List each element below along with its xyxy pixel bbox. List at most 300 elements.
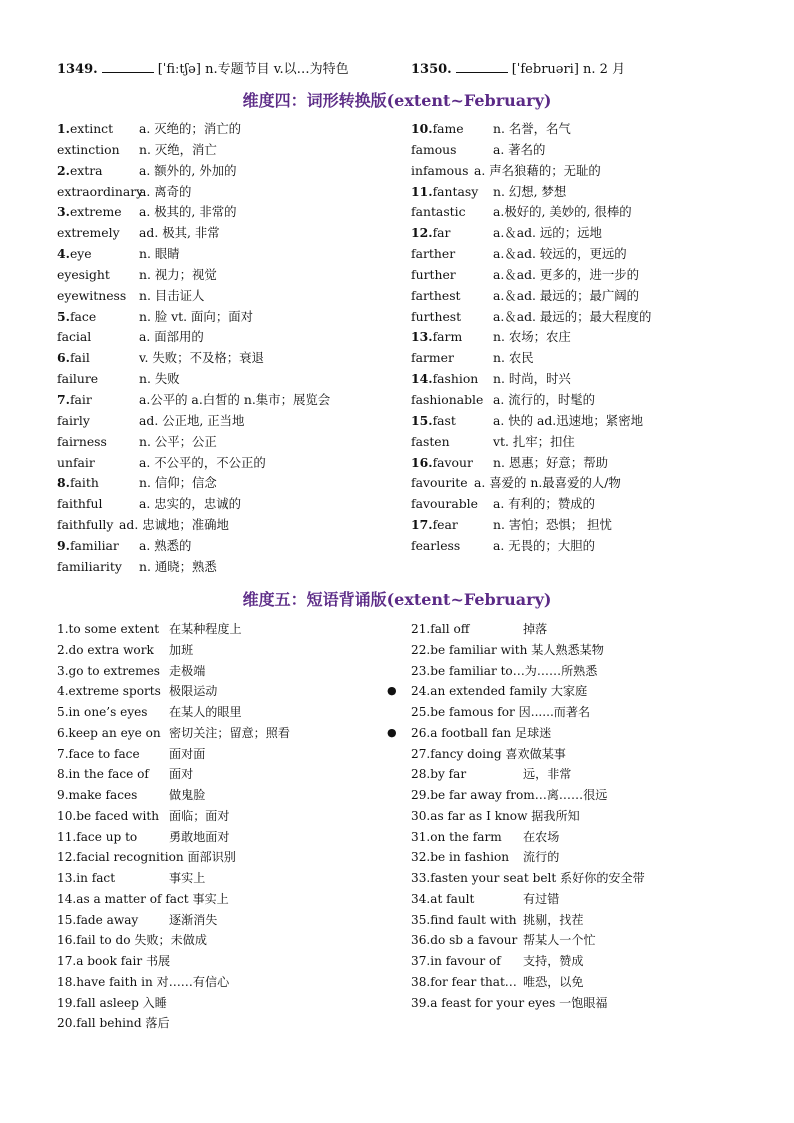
word-row — [411, 140, 751, 161]
word-text: facial — [57, 329, 92, 345]
word-row — [57, 327, 397, 348]
phrase-row — [411, 930, 751, 951]
definition: vt. 扎牢；扣住 — [493, 433, 575, 449]
word-text: fail — [69, 350, 90, 366]
definition: a.＆ad. 远的；远地 — [493, 225, 602, 241]
word-text: farm — [432, 329, 463, 345]
phrase-row — [57, 661, 397, 682]
word-number: 1. — [57, 121, 70, 136]
phrase: 16.fail to do 失败；未做成 — [57, 933, 207, 948]
headword — [411, 307, 461, 328]
phrase: 28.by far — [411, 767, 467, 782]
phrase: 21.fall off — [411, 622, 470, 636]
word-row — [411, 244, 751, 265]
word-text: extinct — [69, 121, 114, 136]
phrase-meaning: 逐渐消失 — [169, 912, 218, 927]
phrase-row — [57, 619, 397, 640]
phrase-row — [387, 723, 751, 744]
phrase-row — [57, 868, 397, 889]
word-row — [411, 223, 751, 244]
word-row — [57, 202, 397, 223]
phrase-row — [57, 972, 397, 993]
word-row — [411, 432, 751, 453]
phrase: 33.fasten your seat belt 系好你的安全带 — [411, 871, 645, 885]
phrase: 34.at fault — [411, 891, 475, 906]
word-row — [57, 244, 397, 265]
word-text: faithful — [57, 496, 103, 512]
phrase-meaning: 面对 — [169, 767, 194, 782]
headword — [411, 536, 460, 557]
phrase-meaning: 在农场 — [523, 829, 560, 844]
phrase-meaning: 挑剔，找茬 — [523, 912, 584, 927]
word-number: 16. — [411, 454, 433, 470]
word-text: famous — [411, 141, 457, 157]
word-row — [57, 286, 397, 307]
word-text: extremely — [57, 225, 120, 241]
word-number: 5. — [57, 308, 70, 324]
definition: a.＆ad. 较远的，更远的 — [493, 246, 627, 262]
phrase: 5.in one’s eyes — [57, 705, 148, 719]
phrase: 19.fall asleep 入睡 — [57, 995, 167, 1010]
word-row — [411, 307, 751, 328]
word-text: familiarity — [57, 558, 122, 574]
headword — [57, 557, 122, 578]
word-text: extra — [69, 162, 103, 178]
phrase: 11.face up to — [57, 829, 138, 844]
word-text: farmer — [411, 350, 454, 366]
definition: n. 农民 — [493, 350, 534, 366]
headword — [57, 432, 107, 453]
definition: ad. 极其, 非常 — [139, 225, 220, 241]
definition: a. 忠实的，忠诚的 — [139, 496, 241, 512]
word-text: face — [69, 308, 97, 324]
phrase: 2.do extra work — [57, 642, 154, 657]
phrase-row — [57, 827, 397, 848]
section-five-title: 维度五：短语背诵版(extent~February) — [242, 590, 552, 609]
phrase: 35.find fault with — [411, 912, 517, 927]
phrase-meaning: 密切关注；留意；照看 — [169, 725, 290, 740]
phrase-meaning: 远，非常 — [523, 767, 572, 782]
phrase: 24.an extended family 大家庭 — [411, 684, 588, 699]
word-text: familiar — [69, 537, 119, 553]
headword — [57, 515, 113, 536]
phrase: 29.be far away from…离……很远 — [411, 788, 608, 802]
definition: a. 无畏的；大胆的 — [493, 537, 595, 553]
phrase: 8.in the face of — [57, 767, 149, 782]
phrase-row — [411, 951, 751, 972]
word-row — [411, 265, 751, 286]
headword — [57, 140, 120, 161]
phrase-meaning: 帮某人一个忙 — [523, 933, 596, 948]
definition: ad. 忠诚地；准确地 — [119, 517, 229, 533]
word-text: unfair — [57, 454, 95, 470]
phrase-row — [411, 640, 751, 661]
phrase-row — [57, 702, 397, 723]
phrases-right-column — [387, 619, 751, 1013]
word-row — [57, 348, 397, 369]
headword — [411, 161, 468, 182]
word-row — [57, 432, 397, 453]
phrase-row — [411, 827, 751, 848]
phrase-row — [57, 640, 397, 661]
phrase: 23.be familiar to…为……所熟悉 — [411, 663, 598, 678]
phrase-meaning: 唯恐，以免 — [523, 974, 584, 989]
word-row — [411, 411, 751, 432]
phrase-row — [411, 619, 751, 640]
phrase: 37.in favour of — [411, 954, 501, 968]
definition: a.＆ad. 最远的；最大程度的 — [493, 308, 652, 324]
word-number: 10. — [411, 121, 433, 136]
headword — [57, 182, 143, 203]
word-row — [57, 140, 397, 161]
entry-text: [ˈfiːtʃə] n.专题节目 v.以…为特色 — [157, 62, 349, 77]
definition: n. 恩惠；好意；帮助 — [493, 454, 608, 470]
phrase: 14.as a matter of fact 事实上 — [57, 891, 229, 906]
word-text: furthest — [411, 308, 462, 324]
headword — [57, 244, 92, 265]
word-row — [57, 515, 397, 536]
phrase: 36.do sb a favour — [411, 933, 518, 948]
word-text: fast — [432, 412, 456, 428]
headword — [411, 119, 464, 140]
headword — [411, 494, 478, 515]
word-text: fantastic — [411, 204, 466, 220]
word-text: fair — [69, 391, 92, 407]
section-four-title: 维度四：词形转换版(extent~February) — [242, 91, 552, 110]
phrase-meaning: 在某人的眼里 — [169, 705, 242, 719]
phrase-row — [57, 847, 397, 868]
word-row — [57, 557, 397, 578]
definition: a. 面部用的 — [139, 329, 204, 345]
word-number: 6. — [57, 350, 70, 366]
phrase-row — [57, 764, 397, 785]
phrase: 18.have faith in 对……有信心 — [57, 974, 230, 989]
word-row — [57, 307, 397, 328]
word-text: fearless — [411, 537, 461, 553]
phrase: 25.be famous for 因......而著名 — [411, 705, 591, 719]
phrase-meaning: 掉落 — [523, 622, 548, 636]
word-row — [57, 473, 397, 494]
word-text: extraordinary — [57, 183, 144, 199]
word-text: fairly — [57, 412, 90, 428]
word-text: faithfully — [57, 517, 114, 533]
phrase-row — [411, 910, 751, 931]
headword — [411, 453, 473, 474]
headword — [57, 119, 113, 140]
definition: n. 视力；视觉 — [139, 266, 217, 282]
phrase-row — [57, 910, 397, 931]
phrase-meaning: 走极端 — [169, 663, 206, 678]
definition: a.＆ad. 更多的，进一步的 — [493, 266, 640, 282]
phrases-left-column — [57, 619, 397, 1034]
word-row — [411, 369, 751, 390]
word-text: extreme — [69, 204, 122, 220]
headword — [411, 286, 461, 307]
word-text: fear — [432, 517, 458, 533]
headword — [57, 161, 103, 182]
phrase-row — [411, 972, 751, 993]
answer-blank — [456, 62, 508, 73]
entry-number: 1349. — [57, 62, 98, 77]
phrase-row — [57, 951, 397, 972]
headword — [57, 265, 110, 286]
headword — [57, 494, 102, 515]
word-row — [57, 453, 397, 474]
phrase: 15.fade away — [57, 912, 139, 927]
headword — [411, 369, 478, 390]
word-row — [57, 390, 397, 411]
phrase: 22.be familiar with 某人熟悉某物 — [411, 642, 604, 657]
phrase: 39.a feast for your eyes 一饱眼福 — [411, 995, 608, 1010]
headword — [57, 223, 120, 244]
headword — [411, 223, 450, 244]
definition: v. 失败；不及格；衰退 — [139, 350, 264, 366]
definition: n. 失败 — [139, 371, 180, 387]
phrase-row — [57, 993, 397, 1014]
definition: a. 熟悉的 — [139, 537, 192, 553]
headword — [411, 140, 457, 161]
word-row — [411, 202, 751, 223]
phrase: 17.a book fair 书展 — [57, 954, 171, 968]
phrase-row — [411, 785, 751, 806]
word-forms-right-column — [411, 119, 751, 557]
word-text: fasten — [411, 433, 450, 449]
headword — [57, 411, 90, 432]
definition: a. 流行的，时髦的 — [493, 391, 595, 407]
headword — [411, 432, 450, 453]
word-number: 13. — [411, 329, 433, 345]
phrase-row — [57, 1013, 397, 1034]
entry-text: [ˈfebruəri] n. 2 月 — [511, 62, 626, 77]
phrase: 12.facial recognition 面部识别 — [57, 850, 236, 865]
word-row — [57, 494, 397, 515]
word-row — [57, 265, 397, 286]
word-text: eye — [69, 246, 92, 262]
word-number: 15. — [411, 412, 433, 428]
definition: n. 灭绝，消亡 — [139, 141, 217, 157]
word-number: 11. — [411, 183, 433, 199]
word-row — [411, 348, 751, 369]
word-row — [57, 223, 397, 244]
word-text: farther — [411, 246, 456, 262]
word-text: fashionable — [411, 391, 484, 407]
phrase: 30.as far as I know 据我所知 — [411, 808, 580, 823]
headword — [57, 327, 91, 348]
word-forms-left-column — [57, 119, 397, 578]
definition: n. 幻想, 梦想 — [493, 183, 567, 199]
phrase: 27.fancy doing 喜欢做某事 — [411, 746, 566, 761]
word-number: 8. — [57, 475, 70, 491]
definition: a. 额外的, 外加的 — [139, 162, 237, 178]
word-row — [411, 494, 751, 515]
phrase-meaning: 勇敢地面对 — [169, 829, 230, 844]
word-text: eyesight — [57, 266, 110, 282]
definition: ad. 公正地, 正当地 — [139, 412, 245, 428]
definition: n. 脸 vt. 面向；面对 — [139, 308, 253, 324]
definition: a. 不公平的，不公正的 — [139, 454, 266, 470]
word-row — [411, 515, 751, 536]
headword — [411, 390, 483, 411]
phrase-meaning: 面对面 — [169, 746, 206, 761]
headword — [57, 453, 95, 474]
phrase-row — [411, 806, 751, 827]
definition: a.极好的, 美妙的, 很棒的 — [493, 204, 632, 220]
word-row — [57, 119, 397, 140]
word-row — [411, 536, 751, 557]
phrase-row — [411, 868, 751, 889]
headword — [411, 411, 456, 432]
phrase-meaning: 流行的 — [523, 850, 560, 865]
definition: a. 灭绝的；消亡的 — [139, 121, 241, 136]
phrase: 6.keep an eye on — [57, 725, 161, 740]
word-text: failure — [57, 371, 99, 387]
phrase-row — [57, 744, 397, 765]
phrase-row — [57, 806, 397, 827]
headword — [57, 390, 92, 411]
word-text: fairness — [57, 433, 107, 449]
headword — [57, 369, 98, 390]
definition: a. 著名的 — [493, 141, 546, 157]
word-text: infamous — [411, 162, 469, 178]
definition: a. 声名狼藉的；无耻的 — [474, 162, 601, 178]
phrase-meaning: 支持，赞成 — [523, 954, 584, 968]
definition: n. 时尚，时兴 — [493, 371, 571, 387]
phrase-row — [411, 702, 751, 723]
headword — [57, 536, 119, 557]
phrase: 3.go to extremes — [57, 663, 160, 678]
headword — [411, 515, 458, 536]
phrase-row — [57, 681, 397, 702]
phrase-meaning: 有过错 — [523, 891, 560, 906]
phrase-row — [57, 930, 397, 951]
definition: n. 害怕；恐惧； 担忧 — [493, 517, 612, 533]
phrase-row — [411, 744, 751, 765]
word-row — [411, 473, 751, 494]
headword — [57, 202, 122, 223]
word-row — [411, 327, 751, 348]
word-row — [411, 390, 751, 411]
definition: a. 喜爱的 n.最喜爱的人/物 — [474, 475, 621, 491]
definition: a. 极其的, 非常的 — [139, 204, 237, 220]
phrase: 13.in fact — [57, 871, 116, 885]
definition: n. 目击证人 — [139, 287, 205, 303]
entry-number: 1350. — [411, 62, 452, 77]
bullet-icon: ● — [387, 684, 397, 698]
definition: n. 名誉，名气 — [493, 121, 571, 136]
headword — [411, 265, 456, 286]
word-text: favourable — [411, 496, 478, 512]
phrase: 32.be in fashion — [411, 850, 510, 865]
word-number: 12. — [411, 225, 433, 241]
phrase-meaning: 加班 — [169, 642, 194, 657]
headword — [411, 473, 468, 494]
word-row — [411, 119, 751, 140]
phrase: 20.fall behind 落后 — [57, 1016, 170, 1031]
headword — [57, 348, 90, 369]
headword — [411, 182, 478, 203]
phrase-row — [411, 661, 751, 682]
phrase: 9.make faces — [57, 788, 138, 802]
word-number: 14. — [411, 371, 433, 387]
definition: n. 眼睛 — [139, 246, 180, 262]
phrase-meaning: 面临；面对 — [169, 808, 230, 823]
phrase-meaning: 在某种程度上 — [169, 622, 242, 636]
word-number: 3. — [57, 204, 70, 220]
word-row — [57, 182, 397, 203]
phrase-row — [57, 785, 397, 806]
phrase: 38.for fear that… — [411, 974, 517, 989]
word-number: 17. — [411, 517, 433, 533]
phrase: 7.face to face — [57, 746, 140, 761]
word-row — [411, 161, 751, 182]
phrase-row — [411, 993, 751, 1014]
word-number: 4. — [57, 246, 70, 262]
headword — [57, 286, 126, 307]
definition: a. 有利的；赞成的 — [493, 496, 595, 512]
word-text: further — [411, 266, 456, 282]
headword — [57, 307, 96, 328]
bullet-icon: ● — [387, 725, 397, 739]
word-row — [411, 182, 751, 203]
definition: a.＆ad. 最远的；最广阔的 — [493, 287, 640, 303]
word-number: 7. — [57, 391, 70, 407]
word-row — [57, 161, 397, 182]
word-text: favour — [432, 454, 473, 470]
headword — [57, 473, 99, 494]
word-text: fame — [432, 121, 464, 136]
entry-1349 — [57, 58, 349, 77]
phrase-row — [411, 764, 751, 785]
phrase-row — [387, 681, 751, 702]
phrase: 1.to some extent — [57, 622, 160, 636]
definition: n. 公平；公正 — [139, 433, 217, 449]
phrase-meaning: 极限运动 — [169, 684, 218, 699]
phrase: 26.a football fan 足球迷 — [411, 725, 552, 740]
word-text: fantasy — [432, 183, 479, 199]
word-text: faith — [69, 475, 99, 491]
answer-blank — [102, 62, 154, 73]
phrase-meaning: 事实上 — [169, 871, 206, 885]
word-text: fashion — [432, 371, 479, 387]
word-number: 2. — [57, 162, 70, 178]
definition: a. 快的 ad.迅速地；紧密地 — [493, 412, 643, 428]
word-number: 9. — [57, 537, 70, 553]
definition: n. 信仰；信念 — [139, 475, 217, 491]
word-text: far — [432, 225, 451, 241]
entry-1350 — [411, 58, 625, 77]
word-row — [57, 411, 397, 432]
headword — [411, 244, 455, 265]
word-row — [57, 536, 397, 557]
phrase-row — [411, 889, 751, 910]
word-row — [57, 369, 397, 390]
phrase-row — [57, 889, 397, 910]
phrase-row — [411, 847, 751, 868]
headword — [411, 327, 462, 348]
definition: n. 通晓；熟悉 — [139, 558, 217, 574]
word-text: favourite — [411, 475, 468, 491]
phrase: 4.extreme sports — [57, 684, 161, 699]
definition: a. 离奇的 — [139, 183, 192, 199]
definition: a.公平的 a.白皙的 n.集市；展览会 — [139, 391, 331, 407]
word-row — [411, 453, 751, 474]
definition: n. 农场；农庄 — [493, 329, 571, 345]
headword — [411, 348, 454, 369]
word-text: extinction — [57, 141, 120, 157]
headword — [411, 202, 466, 223]
word-text: farthest — [411, 287, 461, 303]
phrase-row — [57, 723, 397, 744]
